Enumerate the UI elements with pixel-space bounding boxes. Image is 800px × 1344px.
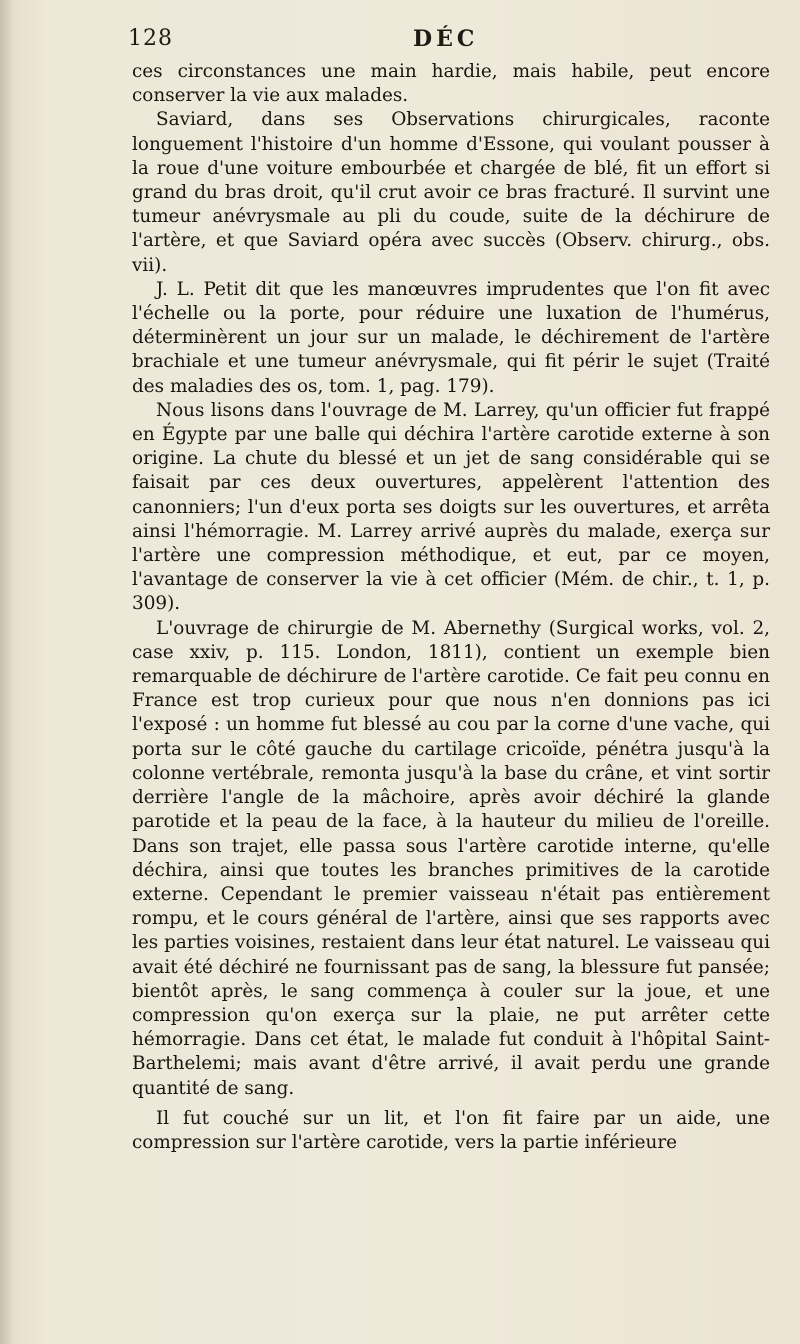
paragraph-final: Il fut couché sur un lit, et l'on fit faire par un aide, une compression sur l'artère carotide, vers la partie inférieure [132,1107,770,1153]
paragraph-saviard: Saviard, dans ses Observations chirurgicales, raconte longuement l'histoire d'un homme d'Essone, qui voulant pousser à la roue d'une voiture embourbée et chargée de blé, fit un effort si grand du bras droit, qu'il crut avoir ce bras fracturé. Il survint une tumeur anévrysmale au pli du coude, suite de la déchirure de l'artère, et que Saviard opéra avec succès (Observ. chirurg., obs. vii). [132,109,770,276]
running-head: DÉC [413,26,479,52]
spine-shadow [0,0,14,1344]
page-number: 128 [128,26,173,51]
page-header [128,26,748,58]
paragraph-continuation: ces circonstances une main hardie, mais habile, peut encore conserver la vie aux malades. [132,61,770,107]
body-text [132,60,770,1155]
paragraph-abernethy: L'ouvrage de chirurgie de M. Abernethy (Surgical works, vol. 2, case xxiv, p. 115. London, 1811), contient un exemple bien remarquable de déchirure de l'artère carotide. Ce fait peu connu en France est trop curieux pour que nous n'en donnions pas ici l'exposé : un homme fut blessé au cou par la corne d'une vache, qui porta sur le côté gauche du cartilage cricoïde, pénétra jusqu'à la colonne vertébrale, remonta jusqu'à la base du crâne, et vint sortir derrière l'angle de la mâchoire, après avoir déchiré la glande parotide et la peau de la face, à la hauteur du milieu de l'oreille. Dans son trajet, elle passa sous l'artère carotide interne, qu'elle déchira, ainsi que toutes les branches primitives de la carotide externe. Cependant le premier vaisseau n'était pas entièrement rompu, et le cours général de l'artère, ainsi que ses rapports avec les parties voisines, restaient dans leur état naturel. Le vaisseau qui avait été déchiré ne fournissant pas de sang, la blessure fut pansée; bientôt après, le sang commença à couler sur la joue, et une compression qu'on exerça sur la plaie, ne put arrêter cette hémorragie. Dans cet état, le malade fut conduit à l'hôpital Saint-Barthelemi; mais avant d'être arrivé, il avait perdu une grande quantité de sang. [132,617,770,1099]
paragraph-larrey: Nous lisons dans l'ouvrage de M. Larrey, qu'un officier fut frappé en Égypte par une balle qui déchira l'artère carotide externe à son origine. La chute du blessé et un jet de sang considérable qui se faisait par ces deux ouvertures, appelèrent l'attention des canonniers; l'un d'eux porta ses doigts sur les ouvertures, et arrêta ainsi l'hémorragie. M. Larrey arrivé auprès du malade, exerça sur l'artère une compression méthodique, et eut, par ce moyen, l'avantage de conserver la vie à cet officier (Mém. de chir., t. 1, p. 309). [132,399,770,615]
paragraph-petit: J. L. Petit dit que les manœuvres imprudentes que l'on fit avec l'échelle ou la porte, pour réduire une luxation de l'humérus, déterminèrent un jour sur un malade, le déchirement de l'artère brachiale et une tumeur anévrysmale, qui fit périr le sujet (Traité des maladies des os, tom. 1, pag. 179). [132,278,770,397]
